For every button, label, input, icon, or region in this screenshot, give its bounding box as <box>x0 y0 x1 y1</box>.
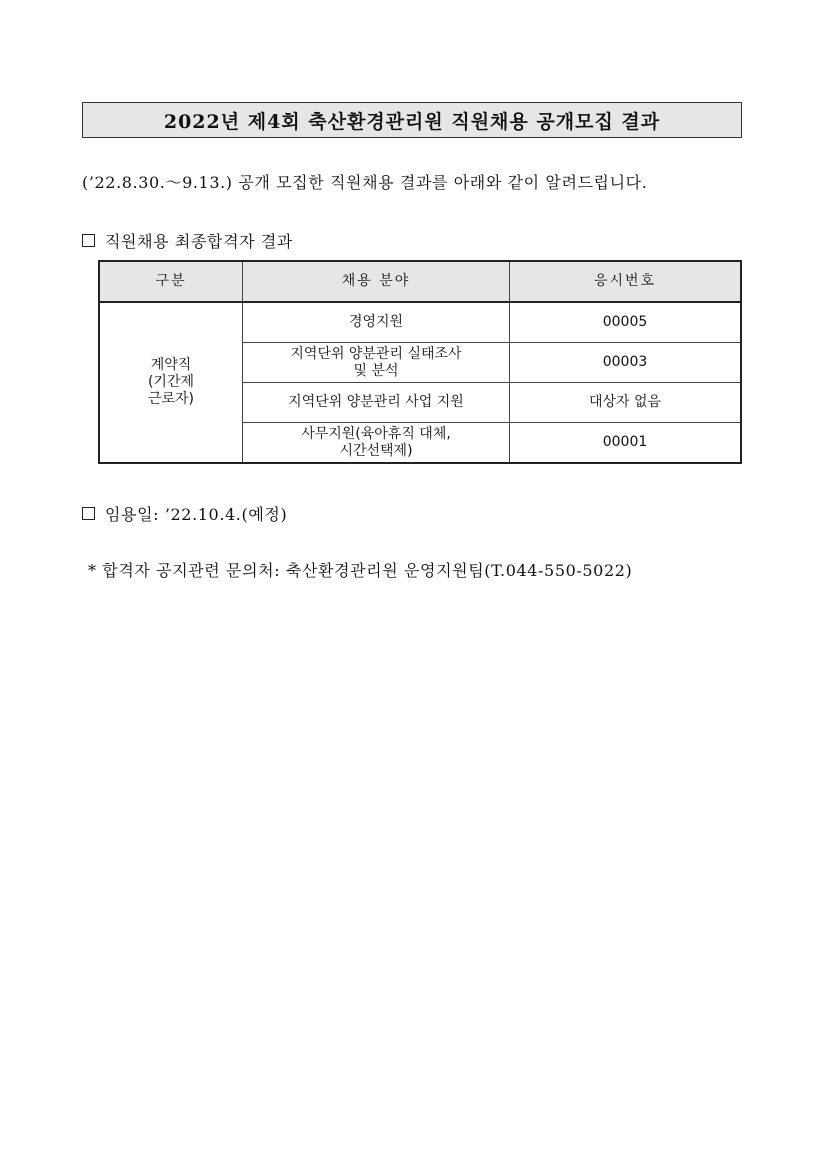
appointment-line <box>82 502 287 525</box>
header-category: 구분 <box>99 261 243 302</box>
document-title: 2022년 제4회 축산환경관리원 직원채용 공개모집 결과 <box>82 102 742 138</box>
number-cell: 00001 <box>510 423 742 464</box>
checkbox-square-icon <box>82 234 95 247</box>
checkbox-square-icon <box>82 507 95 520</box>
intro-text: (’22.8.30.～9.13.) 공개 모집한 직원채용 결과를 아래와 같이 알려드립니다. <box>82 173 648 192</box>
field-cell: 지역단위 양분관리 실태조사 및 분석 <box>243 343 510 383</box>
number-cell: 00005 <box>510 302 742 343</box>
section-results-label: 직원채용 최종합격자 결과 <box>105 232 293 251</box>
appointment-text: 임용일: ’22.10.4.(예정) <box>105 505 288 524</box>
results-table <box>98 260 742 464</box>
table-header-row <box>99 261 741 302</box>
category-cell: 계약직 (기간제 근로자) <box>99 302 243 463</box>
table-row <box>99 302 741 343</box>
header-number: 응시번호 <box>510 261 742 302</box>
section-results-heading <box>82 229 293 252</box>
number-cell: 00003 <box>510 343 742 383</box>
field-cell: 경영지원 <box>243 302 510 343</box>
header-field: 채용 분야 <box>243 261 510 302</box>
number-cell: 대상자 없음 <box>510 383 742 423</box>
field-cell: 사무지원(육아휴직 대체, 시간선택제) <box>243 423 510 464</box>
contact-note: * 합격자 공지관련 문의처: 축산환경관리원 운영지원팀(T.044-550-5022) <box>88 561 633 580</box>
field-cell: 지역단위 양분관리 사업 지원 <box>243 383 510 423</box>
